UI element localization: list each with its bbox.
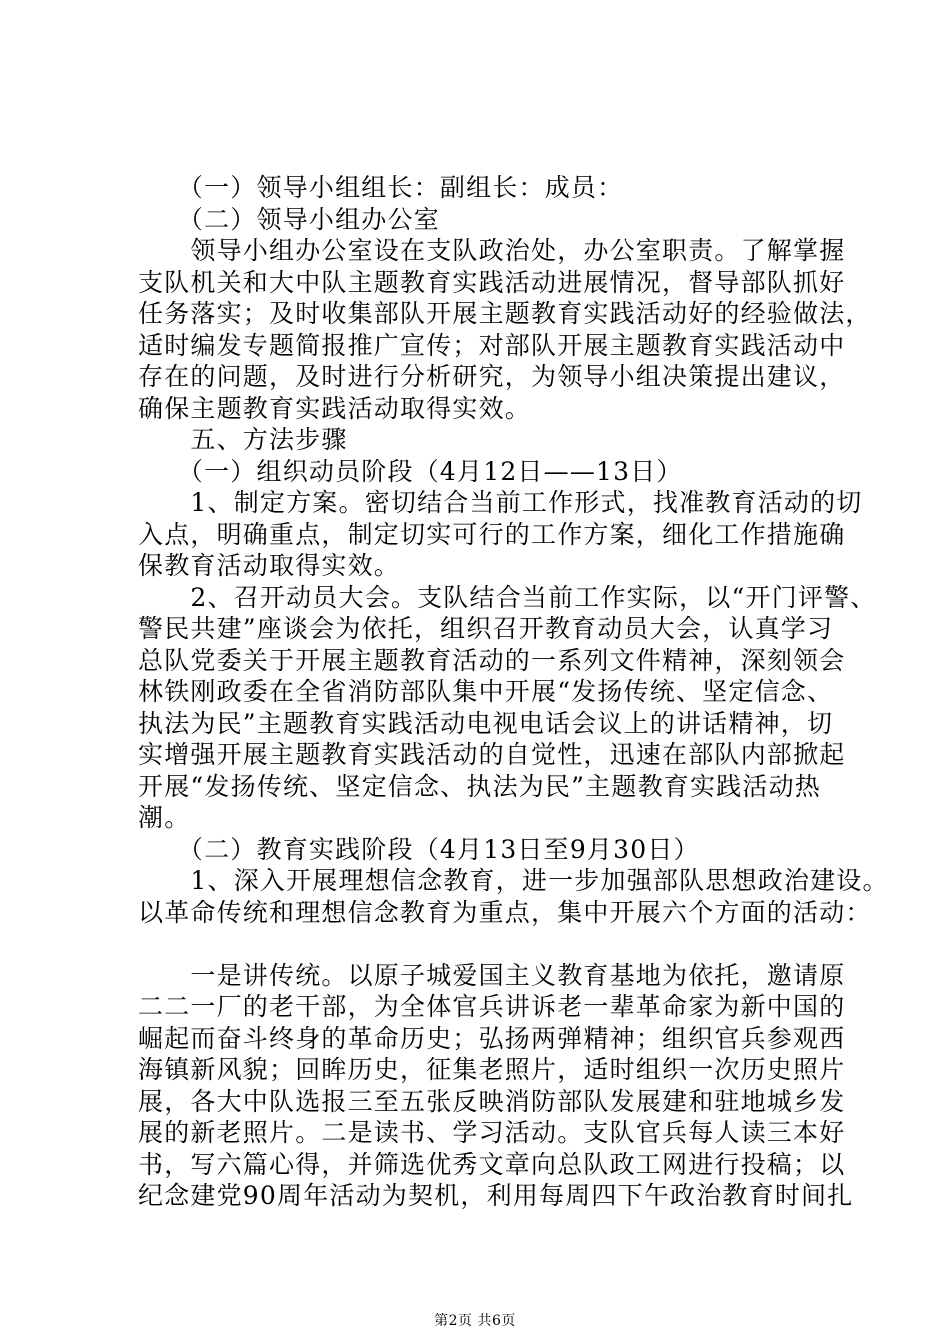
text-line: 警民共建”座谈会为依托，组织召开教育动员大会，认真学习 [138,614,834,643]
paragraph-gap [138,928,838,960]
document-body [138,172,889,1212]
paragraph [138,487,863,582]
text-line: 保教育活动取得实效。 [138,551,401,580]
text-line: 确保主题教育实践活动取得实效。 [138,393,532,423]
text-line: 一是讲传统。以原子城爱国主义教育基地为依托，邀请原 [138,960,846,990]
page-footer: 第2页 共6页 [434,1313,516,1329]
text-line: （二）领导小组办公室 [138,204,440,234]
text-line: 海镇新风貌；回眸历史，征集老照片，适时组织一次历史照片 [138,1055,846,1084]
paragraph [138,235,872,424]
paragraph [138,582,877,834]
text-line: 支队机关和大中队主题教育实践活动进展情况，督导部队抓好 [138,267,846,297]
text-line: 适时编发专题简报推广宣传；对部队开展主题教育实践活动中 [138,330,846,360]
text-line: （一）领导小组组长：副组长：成员： [138,173,624,202]
text-line: 实增强开展主题教育实践活动的自觉性，迅速在部队内部掀起 [138,740,846,769]
text-line: 1、深入开展理想信念教育，进一步加强部队思想政治建设。 [138,866,889,895]
text-line: 存在的问题，及时进行分析研究，为领导小组决策提出建议， [138,362,846,391]
text-line: 开展“发扬传统、坚定信念、执法为民”主题教育实践活动热 [138,771,821,801]
text-line: （二）教育实践阶段（4月13日至9月30日） [138,834,700,864]
paragraph [138,456,838,488]
text-line: 入点，明确重点，制定切实可行的工作方案，细化工作措施确 [138,519,846,549]
text-line: 展的新老照片。二是读书、学习活动。支队官兵每人读三本好 [138,1118,846,1147]
text-line: 2、召开动员大会。支队结合当前工作实际，以“开门评警、 [138,582,877,612]
text-line: 以革命传统和理想信念教育为重点，集中开展六个方面的活动： [138,897,872,927]
text-line: 总队党委关于开展主题教育活动的一系列文件精神，深刻领会 [138,645,846,675]
paragraph [138,834,838,866]
text-line: 1、制定方案。密切结合当前工作形式，找准教育活动的切 [138,488,863,517]
paragraph [138,172,838,204]
text-line: 领导小组办公室设在支队政治处，办公室职责。了解掌握 [138,236,846,265]
text-line: 潮。 [138,803,191,832]
paragraph [138,424,838,456]
text-line: 展，各大中队选报三至五张反映消防部队发展建和驻地城乡发 [138,1086,846,1116]
text-line: 任务落实；及时收集部队开展主题教育实践活动好的经验做法， [138,299,872,328]
paragraph [138,865,889,928]
text-line: （一）组织动员阶段（4月12日——13日） [138,456,683,486]
text-line: 纪念建党90周年活动为契机，利用每周四下午政治教育时间扎 [138,1181,854,1210]
paragraph [138,204,838,236]
text-line: 林铁刚政委在全省消防部队集中开展“发扬传统、坚定信念、 [138,677,834,706]
text-line: 二二一厂的老干部，为全体官兵讲诉老一辈革命家为新中国的 [138,992,846,1021]
text-line: 五、方法步骤 [138,425,348,454]
text-line: 书，写六篇心得，并筛选优秀文章向总队政工网进行投稿；以 [138,1149,846,1179]
text-line: 执法为民”主题教育实践活动电视电话会议上的讲话精神，切 [138,708,834,738]
paragraph [138,960,854,1212]
text-line: 崛起而奋斗终身的革命历史；弘扬两弹精神；组织官兵参观西 [138,1023,846,1053]
